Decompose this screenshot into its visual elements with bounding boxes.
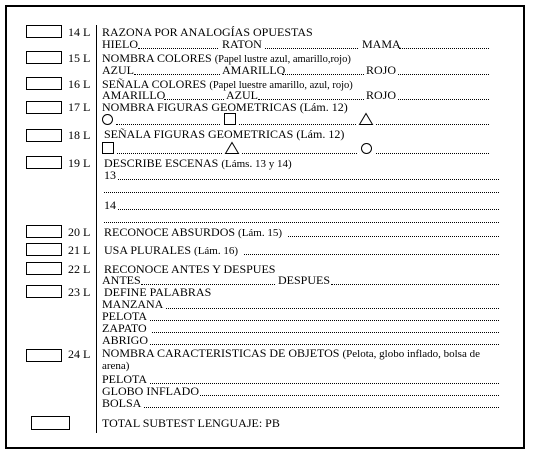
scene-number: 13	[104, 168, 116, 182]
word-label: MANZANA	[102, 297, 164, 311]
triangle-shape	[225, 142, 239, 154]
item-number: 19 L	[68, 156, 91, 170]
item-number: 17 L	[68, 100, 91, 114]
answer-line[interactable]	[104, 192, 499, 193]
score-box-20[interactable]	[26, 225, 62, 238]
word-label: AMARILLO	[222, 63, 286, 77]
word-label: HIELO	[102, 37, 138, 51]
score-box-18[interactable]	[26, 129, 62, 142]
word-label: RATON	[222, 37, 262, 51]
item-number: 20 L	[68, 225, 91, 239]
answer-line[interactable]	[152, 332, 499, 333]
item-title: USA PLURALES (Lám. 16)	[104, 243, 239, 257]
answer-line[interactable]	[144, 407, 499, 408]
total-label: TOTAL SUBTEST LENGUAJE: PB	[102, 416, 280, 430]
item-number: 22 L	[68, 262, 91, 276]
item-title: RECONOCE ANTES Y DESPUES	[104, 262, 276, 276]
answer-line[interactable]	[331, 284, 499, 285]
answer-line[interactable]	[118, 179, 499, 180]
word-label: PELOTA	[102, 372, 148, 386]
score-box-24[interactable]	[26, 349, 62, 362]
score-box-22[interactable]	[26, 262, 62, 275]
word-label: ZAPATO	[102, 321, 147, 335]
circle-shape	[102, 114, 113, 125]
item-number: 16 L	[68, 77, 91, 91]
column-divider	[96, 25, 97, 433]
answer-line[interactable]	[376, 124, 489, 125]
score-box-21[interactable]	[26, 243, 62, 256]
item-title: SEÑALA FIGURAS GEOMETRICAS (Lám. 12)	[104, 127, 345, 141]
item-note: arena)	[102, 360, 130, 372]
word-label: MAMA	[362, 37, 401, 51]
answer-line[interactable]	[117, 153, 222, 154]
item-title: NOMBRA CARACTERISTICAS DE OBJETOS (Pelota, globo inflado, bolsa de	[102, 346, 480, 360]
answer-line[interactable]	[288, 236, 499, 237]
square-shape	[224, 113, 236, 125]
word-label: DESPUES	[278, 273, 331, 287]
answer-line[interactable]	[398, 74, 489, 75]
scene-number: 14	[104, 198, 116, 212]
answer-line[interactable]	[116, 124, 220, 125]
answer-line[interactable]	[399, 48, 489, 49]
word-label: BOLSA	[102, 396, 142, 410]
item-number: 23 L	[68, 285, 91, 299]
square-shape	[102, 142, 114, 154]
answer-line[interactable]	[166, 308, 499, 309]
answer-line[interactable]	[150, 383, 499, 384]
triangle-shape	[359, 113, 373, 125]
item-title: DEFINE PALABRAS	[104, 285, 212, 299]
word-label: ABRIGO	[102, 333, 149, 347]
score-box-16[interactable]	[26, 77, 62, 90]
circle-shape	[361, 143, 372, 154]
answer-line[interactable]	[242, 153, 357, 154]
word-label: PELOTA	[102, 309, 148, 323]
score-box-15[interactable]	[26, 51, 62, 64]
score-box-23[interactable]	[26, 285, 62, 298]
word-label: ROJO	[366, 88, 397, 102]
item-number: 15 L	[68, 51, 91, 65]
item-title: SEÑALA COLORES (Papel luestre amarillo, azul, rojo)	[102, 77, 353, 91]
score-box-19[interactable]	[26, 156, 62, 169]
item-number: 18 L	[68, 128, 91, 142]
answer-line[interactable]	[200, 395, 499, 396]
item-number: 14 L	[68, 25, 91, 39]
score-box-14[interactable]	[26, 25, 62, 38]
item-number: 21 L	[68, 243, 91, 257]
answer-line[interactable]	[150, 320, 499, 321]
answer-line[interactable]	[398, 99, 489, 100]
word-label: ANTES	[102, 273, 141, 287]
word-label: AZUL	[102, 63, 134, 77]
answer-line[interactable]	[265, 48, 358, 49]
item-number: 24 L	[68, 347, 91, 361]
word-label: ROJO	[366, 63, 397, 77]
item-title: NOMBRA COLORES (Papel lustre azul, amarillo,rojo)	[102, 51, 351, 65]
answer-line[interactable]	[282, 74, 364, 75]
word-label: AMARILLO	[102, 88, 166, 102]
answer-line[interactable]	[118, 209, 499, 210]
answer-line[interactable]	[244, 254, 499, 255]
answer-line[interactable]	[134, 74, 220, 75]
item-title: NOMBRA FIGURAS GEOMETRICAS (Lám. 12)	[102, 100, 348, 114]
answer-line[interactable]	[376, 153, 489, 154]
item-title: DESCRIBE ESCENAS (Láms. 13 y 14)	[104, 156, 292, 170]
word-label: GLOBO INFLADO	[102, 384, 199, 398]
answer-line[interactable]	[150, 344, 499, 345]
word-label: AZUL	[226, 88, 258, 102]
answer-line[interactable]	[104, 222, 499, 223]
item-title: RAZONA POR ANALOGÍAS OPUESTAS	[102, 25, 313, 39]
answer-line[interactable]	[239, 124, 356, 125]
answer-line[interactable]	[138, 48, 218, 49]
score-box-total[interactable]	[31, 416, 70, 430]
score-box-17[interactable]	[26, 101, 62, 114]
item-title: RECONOCE ABSURDOS (Lám. 15)	[104, 225, 283, 239]
